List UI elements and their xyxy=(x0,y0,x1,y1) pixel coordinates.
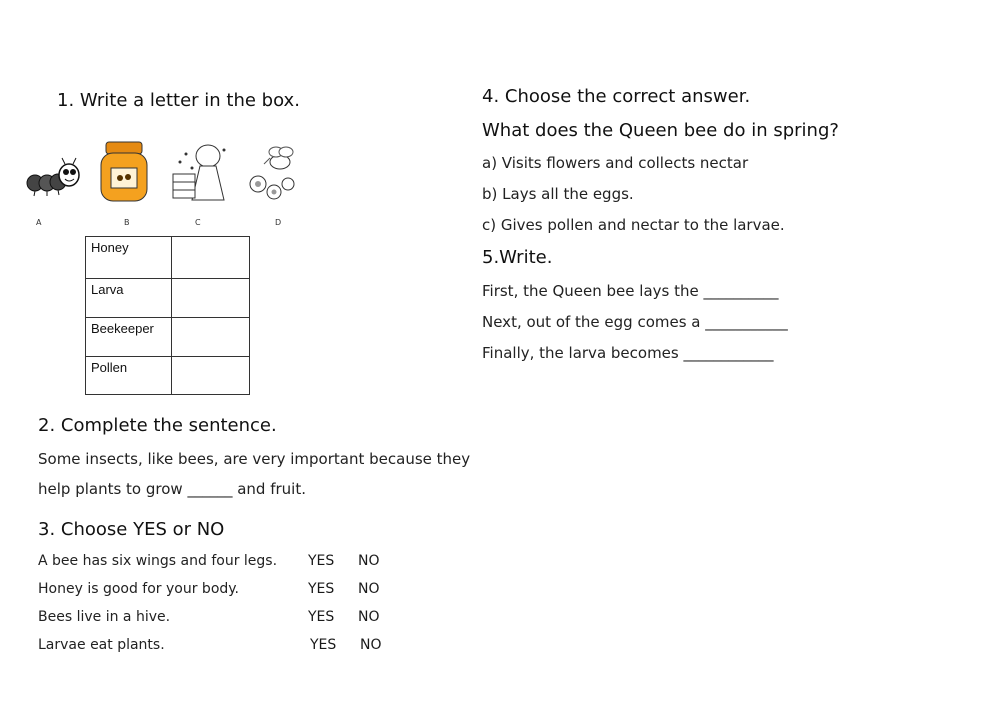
picture-letter-b: B xyxy=(124,218,130,227)
answer-box-honey[interactable] xyxy=(172,237,250,279)
picture-letter-c: C xyxy=(195,218,201,227)
row-label-honey: Honey xyxy=(86,237,172,279)
section4-question: What does the Queen bee do in spring? xyxy=(482,120,839,141)
section5-title: 5.Write. xyxy=(482,247,553,268)
no-option[interactable]: NO xyxy=(360,637,382,653)
write-line-2: Next, out of the egg comes a ___________ xyxy=(482,313,788,331)
yes-option[interactable]: YES xyxy=(308,553,335,569)
answer-box-pollen[interactable] xyxy=(172,357,250,395)
yes-option[interactable]: YES xyxy=(308,581,335,597)
write-line-1: First, the Queen bee lays the __________ xyxy=(482,282,779,300)
table-row xyxy=(86,318,250,357)
section2-line2: help plants to grow ______ and fruit. xyxy=(38,480,306,498)
no-option[interactable]: NO xyxy=(358,581,380,597)
statement-3: Bees live in a hive. xyxy=(38,609,171,625)
yes-option[interactable]: YES xyxy=(308,609,335,625)
answer-box-larva[interactable] xyxy=(172,279,250,318)
section3-title: 3. Choose YES or NO xyxy=(38,519,225,540)
section4-title: 4. Choose the correct answer. xyxy=(482,86,751,107)
statement-2: Honey is good for your body. xyxy=(38,581,240,597)
table-row xyxy=(86,279,250,318)
no-option[interactable]: NO xyxy=(358,609,380,625)
option-c[interactable]: c) Gives pollen and nectar to the larvae. xyxy=(482,216,785,234)
option-b[interactable]: b) Lays all the eggs. xyxy=(482,185,634,203)
picture-letter-d: D xyxy=(275,218,282,227)
honey-jar-icon xyxy=(98,140,150,204)
letter-matching-table xyxy=(85,236,250,395)
statement-1: A bee has six wings and four legs. xyxy=(38,553,278,569)
bee-flowers-pollen-icon xyxy=(244,140,300,204)
statement-4: Larvae eat plants. xyxy=(38,637,165,653)
caterpillar-larva-icon xyxy=(25,155,81,200)
yes-option[interactable]: YES xyxy=(310,637,337,653)
option-a[interactable]: a) Visits flowers and collects nectar xyxy=(482,154,749,172)
beekeeper-icon xyxy=(170,140,230,204)
row-label-beekeeper: Beekeeper xyxy=(86,318,172,357)
table-row xyxy=(86,237,250,279)
answer-box-beekeeper[interactable] xyxy=(172,318,250,357)
row-label-larva: Larva xyxy=(86,279,172,318)
picture-letter-a: A xyxy=(36,218,42,227)
table-row xyxy=(86,357,250,395)
section1-title: 1. Write a letter in the box. xyxy=(57,90,300,111)
row-label-pollen: Pollen xyxy=(86,357,172,395)
write-line-3: Finally, the larva becomes ____________ xyxy=(482,344,774,362)
section2-line1: Some insects, like bees, are very important because they xyxy=(38,450,471,468)
section2-title: 2. Complete the sentence. xyxy=(38,415,277,436)
no-option[interactable]: NO xyxy=(358,553,380,569)
